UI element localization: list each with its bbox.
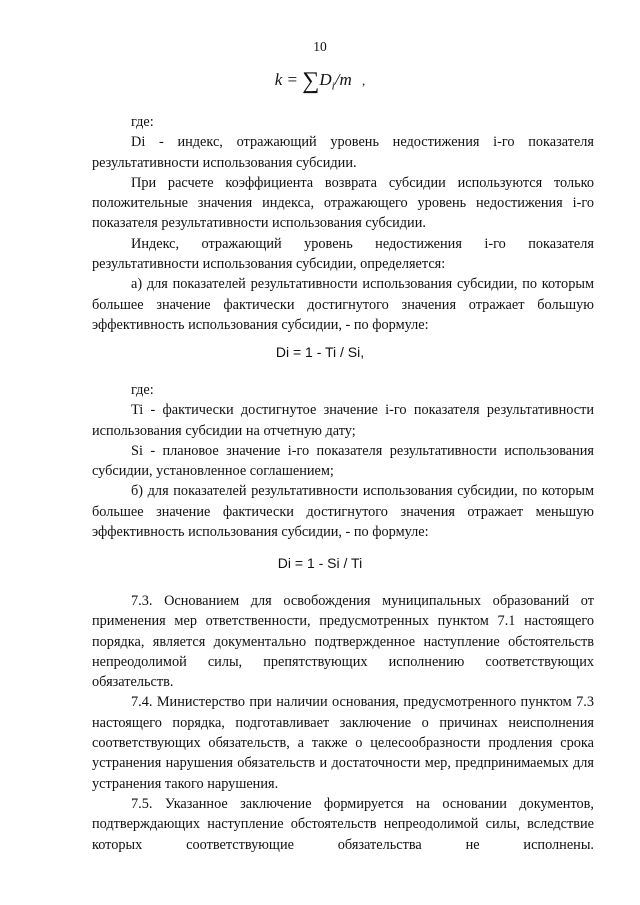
formula-k-comma: , [362, 73, 366, 88]
text-block-2 [92, 380, 594, 542]
formula-k-eq: = [286, 70, 299, 89]
paragraph: 7.5. Указанное заключение формируется на основании документов, подтверждающих наступление обстоятельств непреодолимой силы, вследствие которых соответствующие обязательства не исполнены. [92, 795, 594, 853]
formula-k-i: i [331, 80, 335, 93]
text-block-1 [92, 112, 594, 335]
formula-k-var: k [274, 70, 283, 89]
formula-k-d: D [319, 70, 332, 89]
paragraph: 7.3. Основанием для освобождения муниципальных образований от применения мер ответственности, предусмотренных пунктом 7.1 настоящего порядка, является документально подтвержденное наступление обстоятельств непреодолимой силы, препятствующих исполнению соответствующих обязательств. [92, 593, 594, 691]
formula-k-slash: / [334, 70, 340, 89]
formula-k-m: m [339, 70, 352, 89]
paragraph: 7.4. Министерство при наличии основания, предусмотренного пунктом 7.3 настоящего порядка, подготавливает заключение о причинах неисполнения соответствующих обязательств, а также о целесообразности продления срока устранения нарушения обязательств и достаточности мер, предпринимаемых для устранения такого нарушения. [92, 694, 594, 792]
paragraph: Индекс, отражающий уровень недостижения i-го показателя результативности использования субсидии, определяется: [92, 235, 594, 273]
paragraph: где: [131, 382, 154, 398]
formula-di-1: Di = 1 - Ti / Si, [275, 344, 365, 360]
paragraph: а) для показателей результативности использования субсидии, по которым большее значение фактически достигнутого значения отражает большую эффективность использования субсидии, - по формуле: [92, 276, 594, 333]
formula-coefficient-k [0, 70, 640, 97]
paragraph: Si - плановое значение i-го показателя результативности использования субсидии, установленное соглашением; [92, 442, 594, 480]
paragraph: б) для показателей результативности использования субсидии, по которым большее значение фактически достигнутого значения отражает меньшую эффективность использования субсидии, - по формуле: [92, 483, 594, 541]
page-number: 10 [313, 39, 327, 54]
paragraph: Ti - фактически достигнутое значение i-го показателя результативности использования субсидии на отчетную дату; [92, 402, 594, 439]
paragraph: При расчете коэффициента возврата субсидии используются только положительные значения индекса, отражающего уровень недостижения i-го показателя результативности использования субсидии. [92, 174, 594, 232]
text-block-3 [92, 591, 594, 855]
formula-k-sum: ∑ [302, 68, 320, 94]
paragraph: где: [131, 114, 154, 130]
formula-di-2: Di = 1 - Si / Ti [277, 555, 363, 571]
paragraph: Di - индекс, отражающий уровень недостижения i-го показателя результативности использования субсидии. [92, 134, 594, 171]
